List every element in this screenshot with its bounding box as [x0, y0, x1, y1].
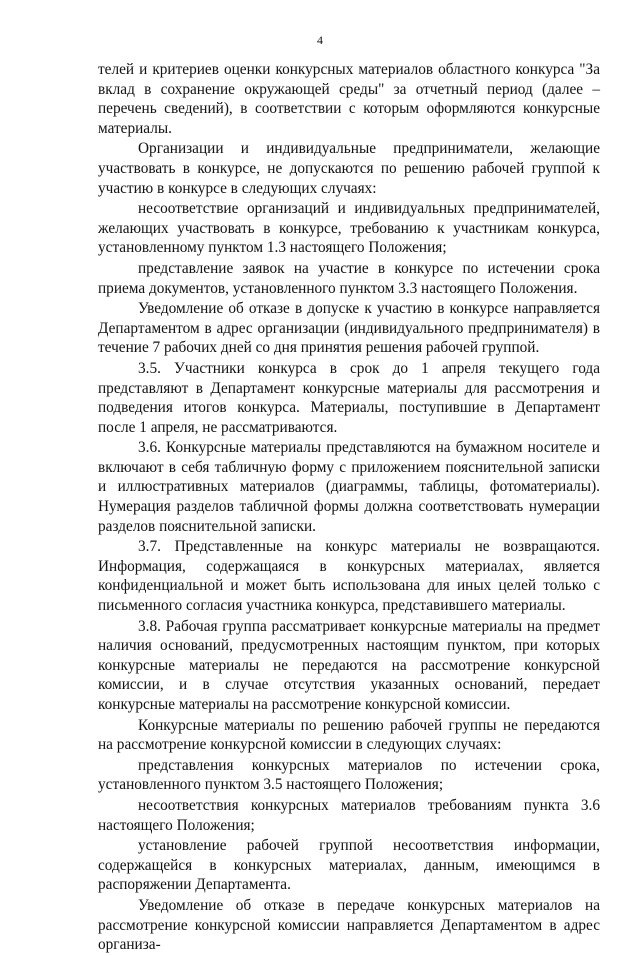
paragraph-3-8: 3.8. Рабочая группа рассматривает конкурсные материалы на предмет наличия оснований, предусмотренных настоящим пунктом, при которых конкурсные материалы не передаются на рассмотрение конкурсной комиссии, и в случае отсутствия указанных оснований, передает конкурсные материалы на рассмотрение конкурсной комиссии. — [98, 617, 600, 713]
paragraph-3-5: 3.5. Участники конкурса в срок до 1 апреля текущего года представляют в Департамент конкурсные материалы для рассмотрения и подведения итогов конкурса. Материалы, поступившие в Департамент после 1 апреля, не рассматриваются. — [98, 359, 600, 436]
paragraph-3-7: 3.7. Представленные на конкурс материалы не возвращаются. Информация, содержащаяся в конкурсных материалах, является конфиденциальной и может быть использована для иных целей только с письменного согласия участника конкурса, представившего материалы. — [98, 538, 600, 615]
paragraph-exclusion-intro: Организации и индивидуальные предприниматели, желающие участвовать в конкурсе, не допускаются по решению рабочей группой к участию в конкурсе в следующих случаях: — [98, 140, 600, 197]
page-number: 4 — [317, 33, 323, 47]
list-item-nonconformity: несоответствие организаций и индивидуальных предпринимателей, желающих участвовать в конкурсе, требованию к участникам конкурса, установленному пунктом 1.3 настоящего Положения; — [98, 200, 600, 257]
paragraph-notification: Уведомление об отказе в допуске к участию в конкурсе направляется Департаментом в адрес организации (индивидуального предпринимателя) в течение 7 рабочих дней со дня принятия решения рабочей группой. — [98, 300, 600, 357]
paragraph-continuation: телей и критериев оценки конкурсных материалов областного конкурса "За вклад в сохранение окружающей среды" за отчетный период (далее – перечень сведений), в соответствии с которым оформляются конкурсные материалы. — [98, 61, 600, 137]
paragraph-3-6: 3.6. Конкурсные материалы представляются на бумажном носителе и включают в себя табличную форму с приложением пояснительной записки и иллюстративных материалов (диаграммы, таблицы, фотоматериалы). Нумерация разделов табличной формы должна соответствовать нумерации разделов пояснительной записки. — [98, 439, 600, 535]
list-item-requirements-mismatch: несоответствия конкурсных материалов требованиям пункта 3.6 настоящего Положения; — [98, 796, 600, 834]
list-item-late-application: представление заявок на участие в конкурсе по истечении срока приема документов, установленного пунктом 3.3 настоящего Положения. — [98, 259, 600, 297]
paragraph-refusal-intro: Конкурсные материалы по решению рабочей группы не передаются на рассмотрение конкурсной комиссии в следующих случаях: — [98, 716, 600, 754]
paragraph-refusal-notification: Уведомление об отказе в передаче конкурсных материалов на рассмотрение конкурсной комиссии направляется Департаментом в адрес организа- — [98, 896, 600, 954]
document-body — [98, 60, 600, 956]
list-item-late-materials: представления конкурсных материалов по истечении срока, установленного пунктом 3.5 настоящего Положения; — [98, 756, 600, 794]
list-item-info-mismatch: установление рабочей группой несоответствия информации, содержащейся в конкурсных материалах, данным, имеющимся в распоряжении Департамента. — [98, 837, 600, 894]
